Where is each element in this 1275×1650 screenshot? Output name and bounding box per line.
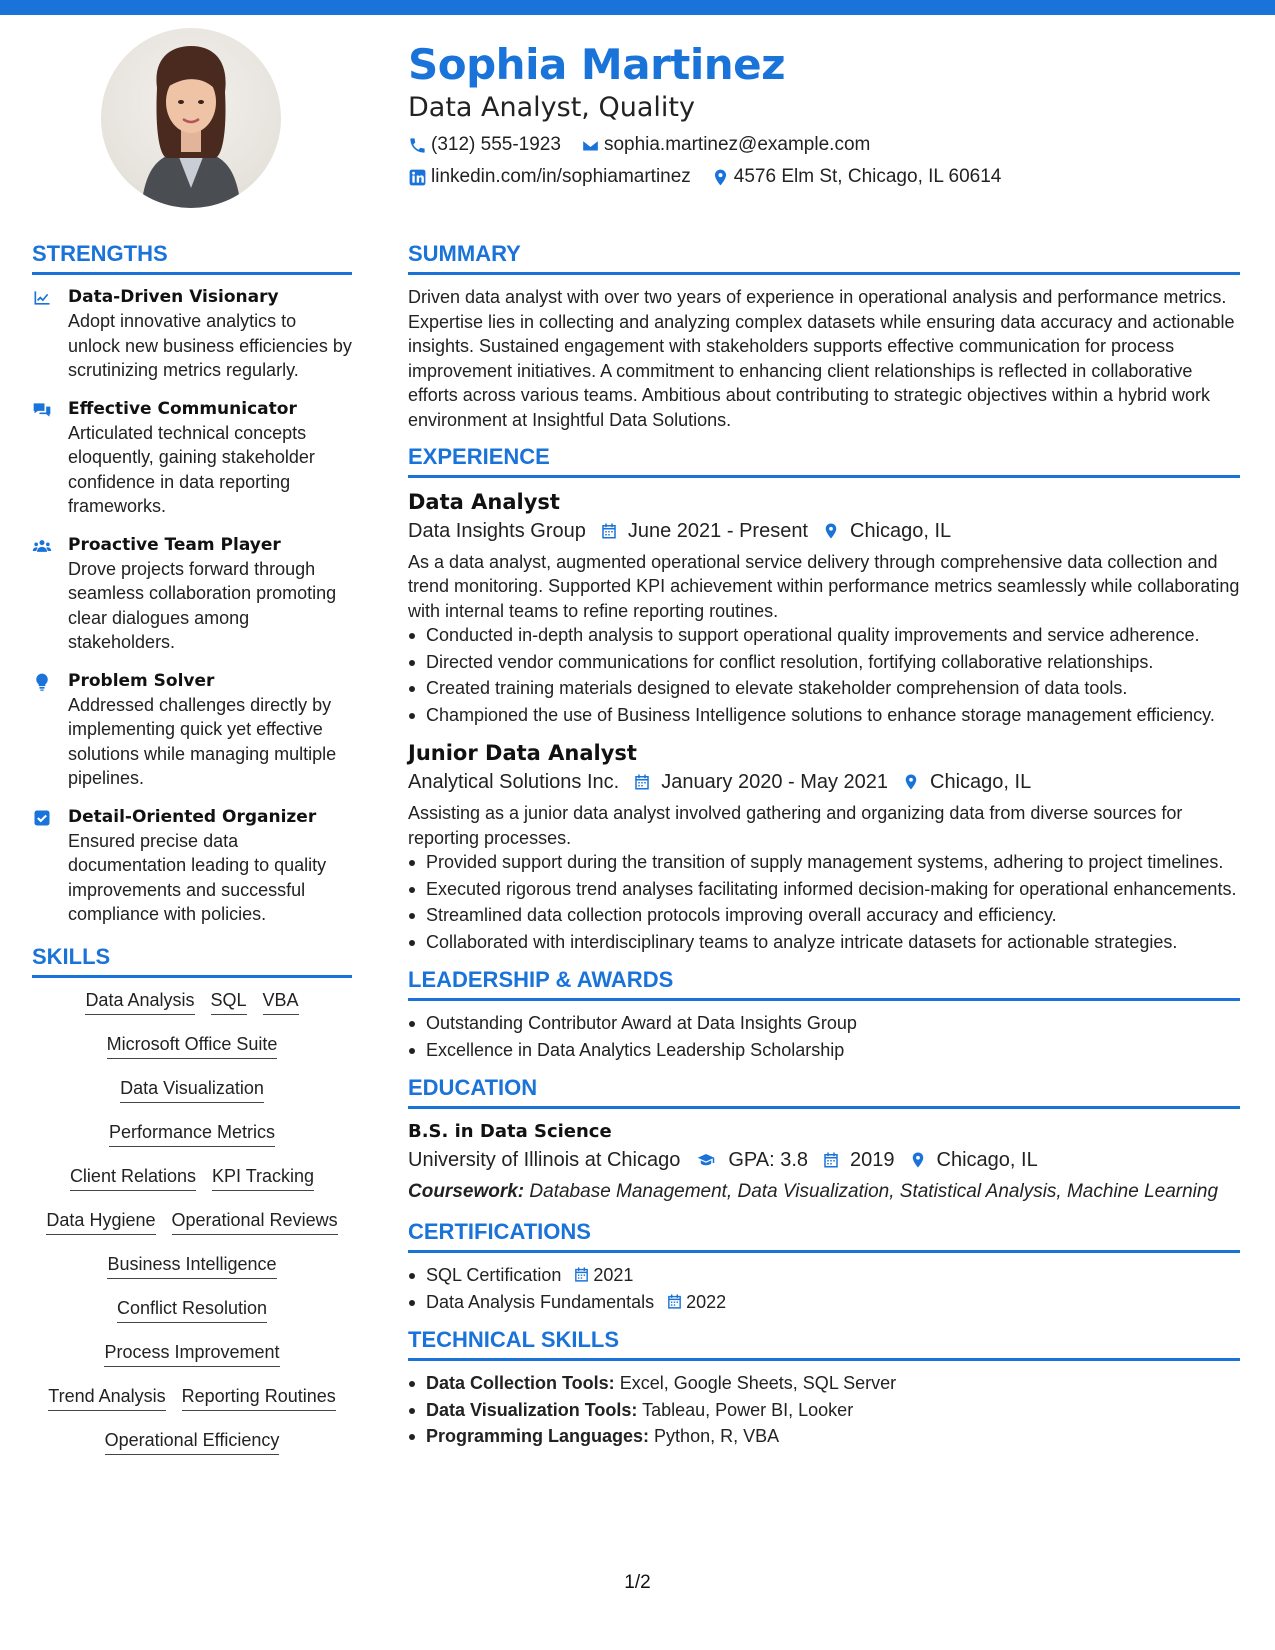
calendar-icon: [573, 1266, 590, 1283]
calendar-icon: [633, 773, 651, 791]
job-bullet: Collaborated with interdisciplinary teams to analyze intricate datasets for actionable strategies.: [408, 930, 1240, 955]
strength-desc: Addressed challenges directly by implementing quick yet effective solutions while managing multiple pipelines.: [68, 694, 337, 788]
job-location: Chicago, IL: [930, 771, 1032, 794]
technical-skill-label: Data Visualization Tools:: [426, 1399, 638, 1420]
resume-header: [408, 40, 1238, 190]
map-pin-icon: [711, 168, 730, 187]
phone-contact[interactable]: [408, 132, 561, 158]
technical-skill-item: [408, 1371, 1240, 1396]
right-column: [408, 240, 1240, 1461]
map-pin-icon: [822, 522, 840, 540]
skills-list: [32, 988, 352, 1455]
experience-heading: EXPERIENCE: [408, 443, 1240, 478]
job-dates: June 2021 - Present: [627, 519, 808, 542]
graduation-cap-icon: [694, 1151, 718, 1169]
summary-text: Driven data analyst with over two years of experience in operational analysis and performance metrics. Expertise lies in collecting and analyzing complex datasets while ensuring data accuracy and actionable insights. Sustained engagement with stakeholders supports effective communication for process improvement initiatives. A commitment to enhancing client relationships is reflected in collaborative efforts across various teams. Ambitious about contributing to strategic objectives within a hybrid work environment at Insightful Data Solutions.: [408, 287, 1235, 430]
strengths-heading: STRENGTHS: [32, 240, 352, 275]
strength-item: [32, 533, 352, 655]
leadership-list: [408, 1011, 1240, 1062]
technical-skill-label: Data Collection Tools:: [426, 1373, 615, 1394]
strength-desc: Drove projects forward through seamless collaboration promoting clear dialogues among stakeholders.: [68, 558, 337, 652]
calendar-icon: [666, 1293, 683, 1310]
gpa: GPA: 3.8: [728, 1149, 809, 1172]
map-pin-icon: [909, 1151, 927, 1169]
checkbox-icon: [32, 808, 52, 828]
skill-tag: VBA: [263, 988, 299, 1015]
job-company: Analytical Solutions Inc.: [408, 771, 620, 794]
skill-tag: Performance Metrics: [109, 1120, 275, 1147]
certification-name: SQL Certification: [426, 1265, 562, 1286]
job-bullet: Championed the use of Business Intelligence solutions to enhance storage management efficiency.: [408, 703, 1240, 728]
map-pin-icon: [902, 773, 920, 791]
email-text: sophia.martinez@example.com: [603, 134, 871, 155]
skill-tag: Operational Reviews: [172, 1208, 338, 1235]
skill-tag: SQL: [211, 988, 247, 1015]
skill-tag: Business Intelligence: [107, 1252, 276, 1279]
skill-tag: Reporting Routines: [182, 1384, 336, 1411]
top-accent-bar: [0, 0, 1275, 15]
education-heading: EDUCATION: [408, 1074, 1240, 1109]
job-company: Data Insights Group: [408, 519, 586, 542]
job-bullet: Streamlined data collection protocols improving overall accuracy and efficiency.: [408, 903, 1240, 928]
job-meta: [408, 767, 1240, 797]
technical-skill-item: [408, 1398, 1240, 1423]
lightbulb-icon: [32, 672, 52, 692]
technical-skill-label: Programming Languages:: [426, 1426, 650, 1447]
certification-item: [408, 1290, 1240, 1315]
linkedin-text: linkedin.com/in/sophiamartinez: [431, 166, 691, 187]
skill-tag: Data Hygiene: [46, 1208, 155, 1235]
job-bullet: Provided support during the transition of supply management systems, adhering to project timelines.: [408, 850, 1240, 875]
strength-desc: Ensured precise data documentation leading to quality improvements and successful compliance with policies.: [68, 830, 327, 924]
contact-row-2: [408, 164, 1238, 190]
calendar-icon: [822, 1151, 840, 1169]
coursework-list: Database Management, Data Visualization, Statistical Analysis, Machine Learning: [529, 1181, 1219, 1203]
job-bullets: [408, 850, 1240, 954]
skill-tag: Trend Analysis: [48, 1384, 165, 1411]
job-bullet: Created training materials designed to elevate stakeholder comprehension of data tools.: [408, 676, 1240, 701]
phone-text: (312) 555-1923: [431, 134, 561, 155]
skill-tag: Data Visualization: [120, 1076, 264, 1103]
technical-skills-list: [408, 1371, 1240, 1449]
phone-icon: [408, 136, 427, 155]
summary-heading: SUMMARY: [408, 240, 1240, 275]
certification-name: Data Analysis Fundamentals: [426, 1291, 655, 1312]
certification-year: 2021: [593, 1265, 634, 1286]
skill-tag: Client Relations: [70, 1164, 196, 1191]
leadership-item: Excellence in Data Analytics Leadership Scholarship: [408, 1038, 1240, 1063]
strength-title: Effective Communicator: [68, 398, 297, 419]
leadership-item: Outstanding Contributor Award at Data Insights Group: [408, 1011, 1240, 1036]
strength-desc: Articulated technical concepts eloquently, gaining stakeholder confidence in data reporting frameworks.: [68, 422, 315, 516]
technical-skill-value: Tableau, Power BI, Looker: [642, 1399, 854, 1420]
certification-item: [408, 1263, 1240, 1288]
degree-title: B.S. in Data Science: [408, 1121, 612, 1143]
certification-year: 2022: [686, 1291, 727, 1312]
strength-title: Detail-Oriented Organizer: [68, 806, 317, 827]
candidate-title: Data Analyst, Quality: [408, 92, 695, 123]
candidate-name: Sophia Martinez: [408, 40, 786, 89]
job-meta: [408, 516, 1240, 546]
skill-tag: Operational Efficiency: [105, 1428, 280, 1455]
linkedin-contact[interactable]: [408, 164, 691, 190]
strength-title: Problem Solver: [68, 670, 215, 691]
skill-tag: Microsoft Office Suite: [107, 1032, 278, 1059]
technical-skill-value: Excel, Google Sheets, SQL Server: [619, 1373, 897, 1394]
profile-photo: [101, 28, 281, 208]
users-icon: [32, 536, 52, 556]
skill-tag: Conflict Resolution: [117, 1296, 267, 1323]
strength-title: Data-Driven Visionary: [68, 287, 279, 307]
address-contact: [711, 164, 1002, 190]
linkedin-icon: [408, 168, 427, 187]
school-name: University of Illinois at Chicago: [408, 1149, 681, 1172]
comments-icon: [32, 400, 52, 420]
coursework: [408, 1179, 1240, 1204]
chart-line-icon: [32, 288, 52, 308]
job-description: As a data analyst, augmented operational service delivery through comprehensive data collection and trend monitoring. Supported KPI achievement within performance metrics seamlessly while collaborating with internal teams to refine reporting routines.: [408, 551, 1240, 621]
address-text: 4576 Elm St, Chicago, IL 60614: [733, 166, 1002, 187]
technical-skill-value: Python, R, VBA: [654, 1426, 780, 1447]
certifications-list: [408, 1263, 1240, 1314]
envelope-icon: [581, 136, 600, 155]
page-number: 1/2: [624, 1572, 651, 1593]
technical-skill-item: [408, 1424, 1240, 1449]
education-location: Chicago, IL: [936, 1149, 1038, 1172]
job-description: Assisting as a junior data analyst involved gathering and organizing data from diverse sources for reporting processes.: [408, 803, 1183, 848]
coursework-label: Coursework:: [408, 1181, 525, 1203]
calendar-icon: [600, 522, 618, 540]
job-location: Chicago, IL: [850, 519, 952, 542]
left-column: [32, 240, 352, 1472]
strength-item: [32, 285, 352, 383]
certifications-heading: CERTIFICATIONS: [408, 1218, 1240, 1253]
job-dates: January 2020 - May 2021: [661, 771, 889, 794]
skill-tag: Process Improvement: [104, 1340, 279, 1367]
skill-tag: Data Analysis: [85, 988, 194, 1015]
job-title: Junior Data Analyst: [408, 741, 637, 766]
job-bullet: Executed rigorous trend analyses facilitating informed decision-making for operational enhancements.: [408, 877, 1240, 902]
graduation-year: 2019: [850, 1149, 895, 1172]
leadership-heading: LEADERSHIP & AWARDS: [408, 966, 1240, 1001]
strength-item: [32, 397, 352, 519]
strength-item: [32, 805, 352, 927]
job-entry: [408, 739, 1240, 954]
job-bullets: [408, 623, 1240, 727]
skill-tag: KPI Tracking: [212, 1164, 314, 1191]
contact-row-1: [408, 132, 1238, 158]
job-entry: [408, 488, 1240, 728]
job-bullet: Conducted in-depth analysis to support operational quality improvements and service adherence.: [408, 623, 1240, 648]
job-bullet: Directed vendor communications for conflict resolution, fortifying collaborative relationships.: [408, 650, 1240, 675]
strength-item: [32, 669, 352, 791]
technical-skills-heading: TECHNICAL SKILLS: [408, 1326, 1240, 1361]
skills-heading: SKILLS: [32, 943, 352, 978]
email-contact[interactable]: [581, 132, 870, 158]
job-title: Data Analyst: [408, 489, 560, 514]
education-meta: [408, 1145, 1240, 1175]
strength-desc: Adopt innovative analytics to unlock new business efficiencies by scrutinizing metrics regularly.: [68, 311, 352, 380]
strength-title: Proactive Team Player: [68, 534, 281, 555]
